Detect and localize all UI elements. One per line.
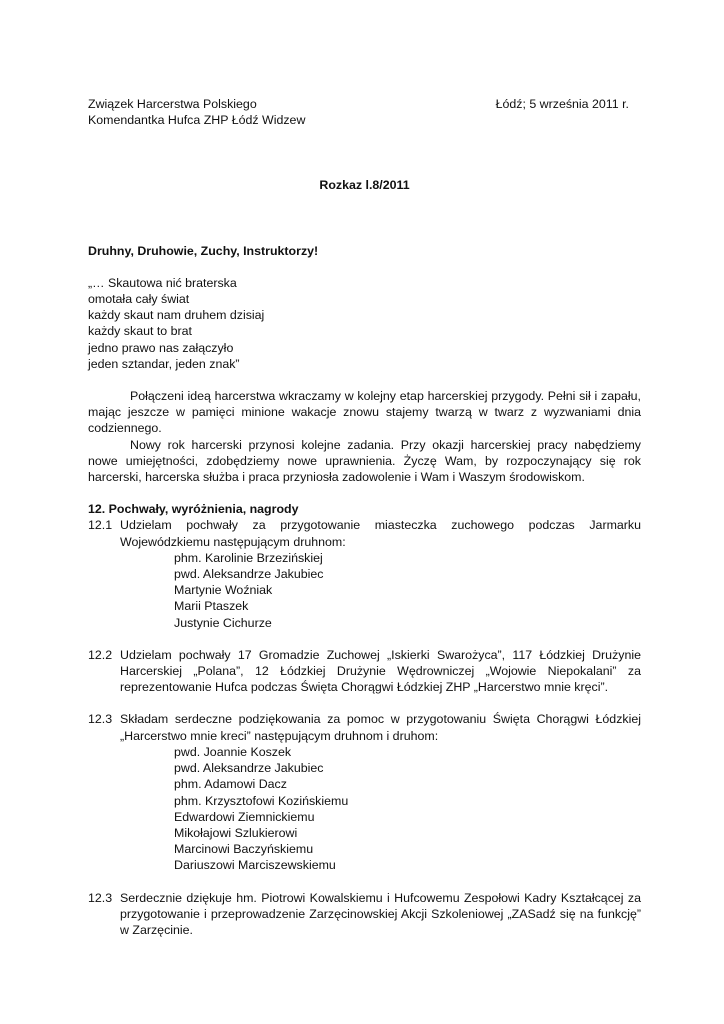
letterhead (88, 96, 641, 128)
name-list-item: pwd. Aleksandrze Jakubiec (174, 761, 324, 776)
name-list (88, 744, 641, 874)
item-number: 12.3 (88, 712, 113, 727)
poem-line: „… Skautowa nić braterska (88, 275, 237, 290)
name-list-item: Edwardowi Ziemnickiemu (174, 809, 315, 824)
item-text: Udzielam pochwały 17 Gromadzie Zuchowej „Iskierki Swarożyca”, 117 Łódzkiej Drużynie Harcerskiej „Polana”, 12 Łódzkiej Drużynie Wędrowniczej „Wojowie Niepokalani” za reprezentowanie Hufca podczas Święta Chorągwi Łódzkiej ZHP „Harcerstwo mnie kręci”. (120, 647, 641, 695)
section-heading: 12. Pochwały, wyróżnienia, nagrody (88, 502, 299, 517)
poem-line: każdy skaut nam druhem dzisiaj (88, 308, 265, 323)
organization-block (88, 96, 305, 128)
item-number: 12.2 (88, 647, 113, 662)
intro-paragraph: Połączeni ideą harcerstwa wkraczamy w kolejny etap harcerskiej przygody. Pełni sił i zapału, mając jeszcze w pamięci minione wakacje znowu stajemy twarzą w twarz z wyzwaniami dnia codziennego. (88, 389, 641, 436)
name-list-item: Marii Ptaszek (174, 599, 249, 614)
order-item (88, 711, 641, 743)
name-list-item: phm. Karolinie Brzezińskiej (174, 550, 323, 565)
name-list-item: pwd. Joannie Koszek (174, 744, 292, 759)
name-list-item: Justynie Cichurze (174, 615, 272, 630)
poem-quote (88, 275, 641, 372)
name-list-item: Dariuszowi Marciszewskiemu (174, 858, 336, 873)
name-list-item: Mikołajowi Szlukierowi (174, 825, 298, 840)
name-list-item: Marcinowi Baczyńskiemu (174, 842, 314, 857)
item-text: Serdecznie dziękuje hm. Piotrowi Kowalskiemu i Hufcowemu Zespołowi Kadry Kształcącej za przygotowanie i przeprowadzenie Zarzęcinowskiej Akcji Szkoleniowej „ZASadź się na funkcję” w Zarzęcinie. (120, 890, 641, 937)
item-number: 12.1 (88, 518, 113, 533)
poem-line: jeden sztandar, jeden znak” (88, 356, 240, 371)
name-list-item: phm. Krzysztofowi Kozińskiemu (174, 793, 349, 808)
greeting: Druhny, Druhowie, Zuchy, Instruktorzy! (88, 243, 319, 258)
item-number: 12.3 (88, 890, 113, 905)
poem-line: omotała cały świat (88, 292, 190, 307)
item-text: Składam serdeczne podziękowania za pomoc w przygotowaniu Święta Chorągwi Łódzkiej „Harcerstwo mnie kreci” następującym druhnom i druhom: (120, 712, 641, 743)
organization-name: Związek Harcerstwa Polskiego (88, 97, 257, 111)
item-text: Udzielam pochwały za przygotowanie miasteczka zuchowego podczas Jarmarku Wojewódzkiemu następującym druhnom: (120, 518, 641, 549)
order-item (88, 890, 641, 939)
name-list (88, 550, 641, 631)
document-page (88, 96, 641, 938)
order-item (88, 517, 641, 549)
document-date: Łódź; 5 września 2011 r. (495, 97, 629, 111)
unit-name: Komendantka Hufca ZHP Łódź Widzew (88, 113, 306, 128)
name-list-item: Martynie Woźniak (174, 583, 273, 598)
name-list-item: pwd. Aleksandrze Jakubiec (174, 567, 324, 582)
order-item (88, 647, 641, 696)
intro-paragraph: Nowy rok harcerski przynosi kolejne zadania. Przy okazji harcerskiej pracy nabędziemy nowe umiejętności, zdobędziemy nowe uprawnienia. Życzę Wam, by rozpoczynający się rok harcerski, harcerska służba i praca przyniosła zadowolenie i Wam i Waszym środowiskom. (88, 437, 641, 485)
poem-line: jedno prawo nas załączyło (88, 340, 234, 355)
poem-line: każdy skaut to brat (88, 324, 192, 339)
name-list-item: phm. Adamowi Dacz (174, 777, 287, 792)
document-title: Rozkaz l.8/2011 (319, 178, 410, 193)
